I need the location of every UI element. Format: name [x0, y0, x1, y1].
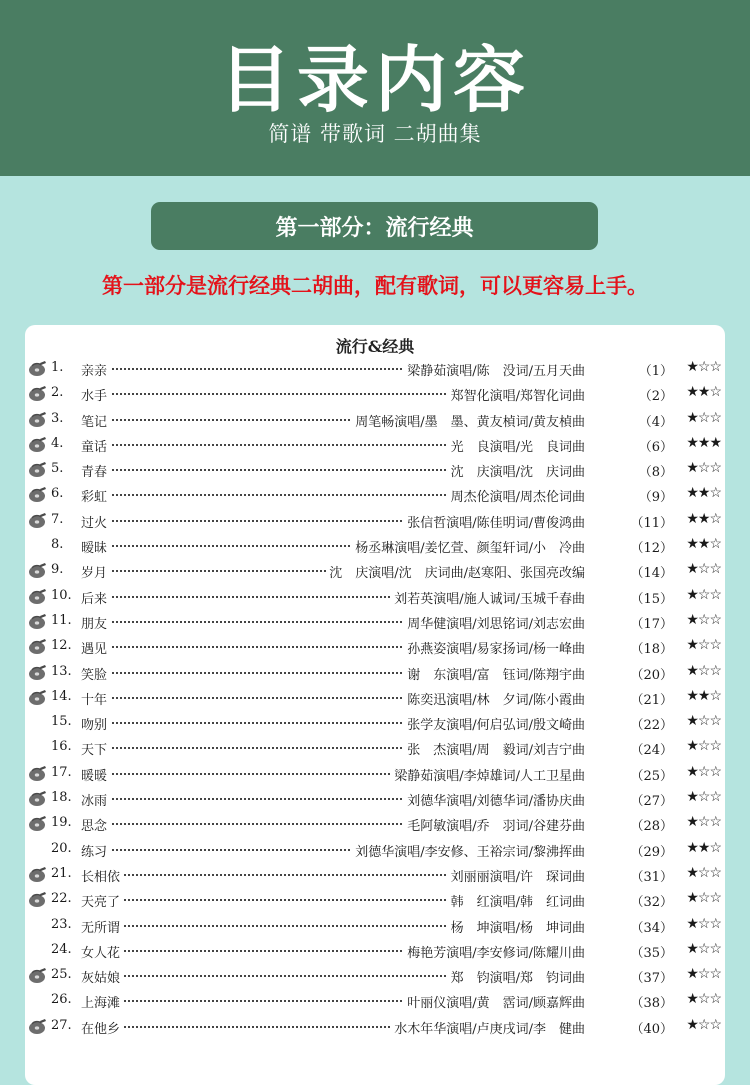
toc-entry: [25, 913, 725, 938]
page-number: （17）: [585, 613, 673, 632]
entry-number: 21.: [51, 865, 72, 881]
song-title: 冰雨: [81, 790, 110, 809]
difficulty-star-icon: ★☆☆: [686, 611, 721, 628]
toc-entry: [25, 584, 725, 609]
song-title: 朋友: [81, 613, 110, 632]
song-credits: 孙燕姿演唱/易家扬词/杨一峰曲: [404, 638, 585, 657]
entry-number: 7.: [51, 511, 64, 527]
song-credits: 谢 东演唱/富 钰词/陈翔宇曲: [404, 664, 585, 683]
cd-disc-icon: [28, 1018, 48, 1035]
song-title: 童话: [81, 436, 110, 455]
page-number: （29）: [585, 841, 673, 860]
cd-disc-icon: [28, 967, 48, 984]
section-notice: 第一部分是流行经典二胡曲，配有歌词，可以更容易上手。: [102, 274, 648, 298]
difficulty-star-icon: ★☆☆: [686, 662, 721, 679]
song-title: 长相依: [81, 866, 123, 885]
song-credits: 郑智化演唱/郑智化词曲: [448, 385, 585, 404]
song-title: 暖暖: [81, 765, 110, 784]
page-number: （12）: [585, 537, 673, 556]
page-number: （38）: [585, 992, 673, 1011]
section-label: 第一部分：流行经典: [151, 202, 598, 250]
page-number: （1）: [585, 360, 673, 379]
toc-entry: [25, 533, 725, 558]
song-credits: 毛阿敏演唱/乔 羽词/谷建芬曲: [404, 815, 585, 834]
cd-disc-icon: [28, 588, 48, 605]
difficulty-star-icon: ★☆☆: [686, 763, 721, 780]
entry-number: 12.: [51, 638, 72, 654]
song-credits: 刘德华演唱/李安修、王裕宗词/黎沸挥曲: [352, 841, 585, 860]
page-number: （31）: [585, 866, 673, 885]
difficulty-star-icon: ★★☆: [686, 839, 721, 856]
song-credits: 周笔畅演唱/墨 墨、黄友楨词/黄友楨曲: [352, 411, 585, 430]
entry-number: 9.: [51, 562, 64, 578]
entry-number: 6.: [51, 486, 64, 502]
cd-disc-icon: [28, 689, 48, 706]
toc-entry: [25, 508, 725, 533]
toc-entry: [25, 634, 725, 659]
toc-entry: [25, 862, 725, 887]
entry-number: 17.: [51, 764, 72, 780]
cd-disc-icon: [28, 638, 48, 655]
song-title: 暧昧: [81, 537, 110, 556]
toc-entry: [25, 685, 725, 710]
entry-number: 2.: [51, 385, 64, 401]
toc-entry: [25, 1014, 725, 1039]
toc-entry: [25, 811, 725, 836]
toc-entry: [25, 761, 725, 786]
toc-entry: [25, 381, 725, 406]
entry-number: 18.: [51, 790, 72, 806]
difficulty-star-icon: ★☆☆: [686, 890, 721, 907]
page-number: （8）: [585, 461, 673, 480]
song-credits: 刘丽丽演唱/许 琛词曲: [448, 866, 585, 885]
entry-number: 11.: [51, 612, 72, 628]
entry-number: 13.: [51, 663, 72, 679]
difficulty-star-icon: ★☆☆: [686, 864, 721, 881]
page-number: （2）: [585, 385, 673, 404]
cd-disc-icon: [28, 765, 48, 782]
page-number: （27）: [585, 790, 673, 809]
song-credits: 张学友演唱/何启弘词/殷文崎曲: [404, 714, 585, 733]
cd-disc-icon: [28, 486, 48, 503]
toc-entry: [25, 609, 725, 634]
page-number: （28）: [585, 815, 673, 834]
cd-disc-icon: [28, 436, 48, 453]
song-title: 无所谓: [81, 917, 123, 936]
page-number: （40）: [585, 1018, 673, 1037]
song-title: 在他乡: [81, 1018, 123, 1037]
cd-disc-icon: [28, 385, 48, 402]
song-credits: 陈奕迅演唱/林 夕词/陈小霞曲: [404, 689, 585, 708]
cd-disc-icon: [28, 891, 48, 908]
cd-disc-icon: [28, 512, 48, 529]
toc-entry: [25, 837, 725, 862]
song-credits: 刘德华演唱/刘德华词/潘协庆曲: [404, 790, 585, 809]
toc-entry: [25, 432, 725, 457]
page-number: （14）: [585, 562, 673, 581]
page-number: （21）: [585, 689, 673, 708]
page-number: （11）: [585, 512, 673, 531]
cd-disc-icon: [28, 613, 48, 630]
cd-disc-icon: [28, 360, 48, 377]
difficulty-star-icon: ★☆☆: [686, 738, 721, 755]
page-number: （6）: [585, 436, 673, 455]
entry-number: 10.: [51, 587, 72, 603]
toc-entry: [25, 482, 725, 507]
song-credits: 杨丞琳演唱/姜忆萱、颜玺轩词/小 冷曲: [352, 537, 585, 556]
song-credits: 沈 庆演唱/沈 庆词曲/赵寒阳、张国亮改编: [326, 562, 585, 581]
page-number: （37）: [585, 967, 673, 986]
cd-disc-icon: [28, 815, 48, 832]
song-title: 思念: [81, 815, 110, 834]
song-title: 上海滩: [81, 992, 123, 1011]
toc-entry: [25, 735, 725, 760]
page-number: （25）: [585, 765, 673, 784]
page-title: 目录内容: [218, 38, 531, 122]
page-number: （9）: [585, 486, 673, 505]
song-title: 过火: [81, 512, 110, 531]
toc-entry: [25, 710, 725, 735]
difficulty-star-icon: ★☆☆: [686, 940, 721, 957]
song-title: 遇见: [81, 638, 110, 657]
song-title: 灰姑娘: [81, 967, 123, 986]
entry-number: 8.: [51, 537, 64, 553]
entry-number: 27.: [51, 1017, 72, 1033]
song-credits: 沈 庆演唱/沈 庆词曲: [448, 461, 585, 480]
page-number: （15）: [585, 588, 673, 607]
toc-entry: [25, 660, 725, 685]
cd-disc-icon: [28, 664, 48, 681]
entry-number: 16.: [51, 739, 72, 755]
toc-entry: [25, 786, 725, 811]
toc-entry: [25, 558, 725, 583]
difficulty-star-icon: ★☆☆: [686, 409, 721, 426]
difficulty-star-icon: ★☆☆: [686, 789, 721, 806]
song-title: 青春: [81, 461, 110, 480]
entry-number: 26.: [51, 992, 72, 1008]
song-title: 亲亲: [81, 360, 110, 379]
entry-number: 20.: [51, 840, 72, 856]
toc-entry: [25, 963, 725, 988]
song-title: 吻别: [81, 714, 110, 733]
toc-entry: [25, 407, 725, 432]
entry-number: 24.: [51, 941, 72, 957]
difficulty-star-icon: ★☆☆: [686, 1016, 721, 1033]
song-title: 天亮了: [81, 891, 123, 910]
difficulty-star-icon: ★☆☆: [686, 637, 721, 654]
difficulty-star-icon: ★★☆: [686, 510, 721, 527]
entry-number: 19.: [51, 815, 72, 831]
song-credits: 杨 坤演唱/杨 坤词曲: [448, 917, 585, 936]
song-title: 天下: [81, 739, 110, 758]
difficulty-star-icon: ★★☆: [686, 384, 721, 401]
entry-number: 1.: [51, 360, 64, 375]
entry-number: 3.: [51, 410, 64, 426]
song-credits: 光 良演唱/光 良词曲: [448, 436, 585, 455]
cd-disc-icon: [28, 411, 48, 428]
song-title: 练习: [81, 841, 110, 860]
difficulty-star-icon: ★☆☆: [686, 460, 721, 477]
difficulty-star-icon: ★☆☆: [686, 814, 721, 831]
page-number: （18）: [585, 638, 673, 657]
toc-entry: [25, 887, 725, 912]
song-title: 彩虹: [81, 486, 110, 505]
page-number: （35）: [585, 942, 673, 961]
difficulty-star-icon: ★★★: [686, 434, 721, 451]
difficulty-star-icon: ★☆☆: [686, 713, 721, 730]
song-title: 水手: [81, 385, 110, 404]
difficulty-star-icon: ★☆☆: [686, 359, 721, 375]
song-title: 女人花: [81, 942, 123, 961]
difficulty-star-icon: ★☆☆: [686, 915, 721, 932]
cd-disc-icon: [28, 790, 48, 807]
toc-list-title: 流行&经典: [335, 337, 415, 356]
page-number: （4）: [585, 411, 673, 430]
header-banner: [0, 0, 750, 176]
toc-entry: [25, 457, 725, 482]
page-number: （34）: [585, 917, 673, 936]
difficulty-star-icon: ★☆☆: [686, 991, 721, 1008]
entry-number: 14.: [51, 688, 72, 704]
difficulty-star-icon: ★☆☆: [686, 966, 721, 983]
entry-number: 15.: [51, 714, 72, 730]
song-credits: 叶丽仪演唱/黄 霑词/顾嘉辉曲: [404, 992, 585, 1011]
toc-entry: [25, 938, 725, 963]
entry-number: 22.: [51, 891, 72, 907]
difficulty-star-icon: ★★☆: [686, 536, 721, 553]
entry-number: 23.: [51, 916, 72, 932]
page-number: （22）: [585, 714, 673, 733]
toc-entry: [25, 356, 725, 381]
song-title: 后来: [81, 588, 110, 607]
song-credits: 刘若英演唱/施人诚词/玉城千春曲: [391, 588, 585, 607]
cd-disc-icon: [28, 562, 48, 579]
page-number: （24）: [585, 739, 673, 758]
entry-number: 25.: [51, 967, 72, 983]
entry-number: 5.: [51, 461, 64, 477]
song-credits: 周华健演唱/刘思铭词/刘志宏曲: [404, 613, 585, 632]
song-credits: 水木年华演唱/卢庚戌词/李 健曲: [391, 1018, 585, 1037]
difficulty-star-icon: ★★☆: [686, 485, 721, 502]
song-title: 笔记: [81, 411, 110, 430]
song-credits: 梁静茹演唱/李焯雄词/人工卫星曲: [391, 765, 585, 784]
page-number: （32）: [585, 891, 673, 910]
song-credits: 张 杰演唱/周 毅词/刘吉宁曲: [404, 739, 585, 758]
song-title: 岁月: [81, 562, 110, 581]
cd-disc-icon: [28, 461, 48, 478]
page-number: （20）: [585, 664, 673, 683]
entry-number: 4.: [51, 435, 64, 451]
difficulty-star-icon: ★☆☆: [686, 586, 721, 603]
difficulty-star-icon: ★☆☆: [686, 561, 721, 578]
song-credits: 梅艳芳演唱/李安修词/陈耀川曲: [404, 942, 585, 961]
page-subtitle: 简谱 带歌词 二胡曲集: [268, 122, 482, 146]
toc-entry: [25, 988, 725, 1013]
song-credits: 周杰伦演唱/周杰伦词曲: [448, 486, 585, 505]
cd-disc-icon: [28, 866, 48, 883]
song-credits: 韩 红演唱/韩 红词曲: [448, 891, 585, 910]
song-title: 十年: [81, 689, 110, 708]
difficulty-star-icon: ★★☆: [686, 687, 721, 704]
song-credits: 郑 钧演唱/郑 钧词曲: [448, 967, 585, 986]
song-credits: 梁静茹演唱/陈 没词/五月天曲: [404, 360, 585, 379]
song-title: 笑脸: [81, 664, 110, 683]
song-credits: 张信哲演唱/陈佳明词/曹俊鸿曲: [404, 512, 585, 531]
toc-list: [25, 356, 725, 1039]
